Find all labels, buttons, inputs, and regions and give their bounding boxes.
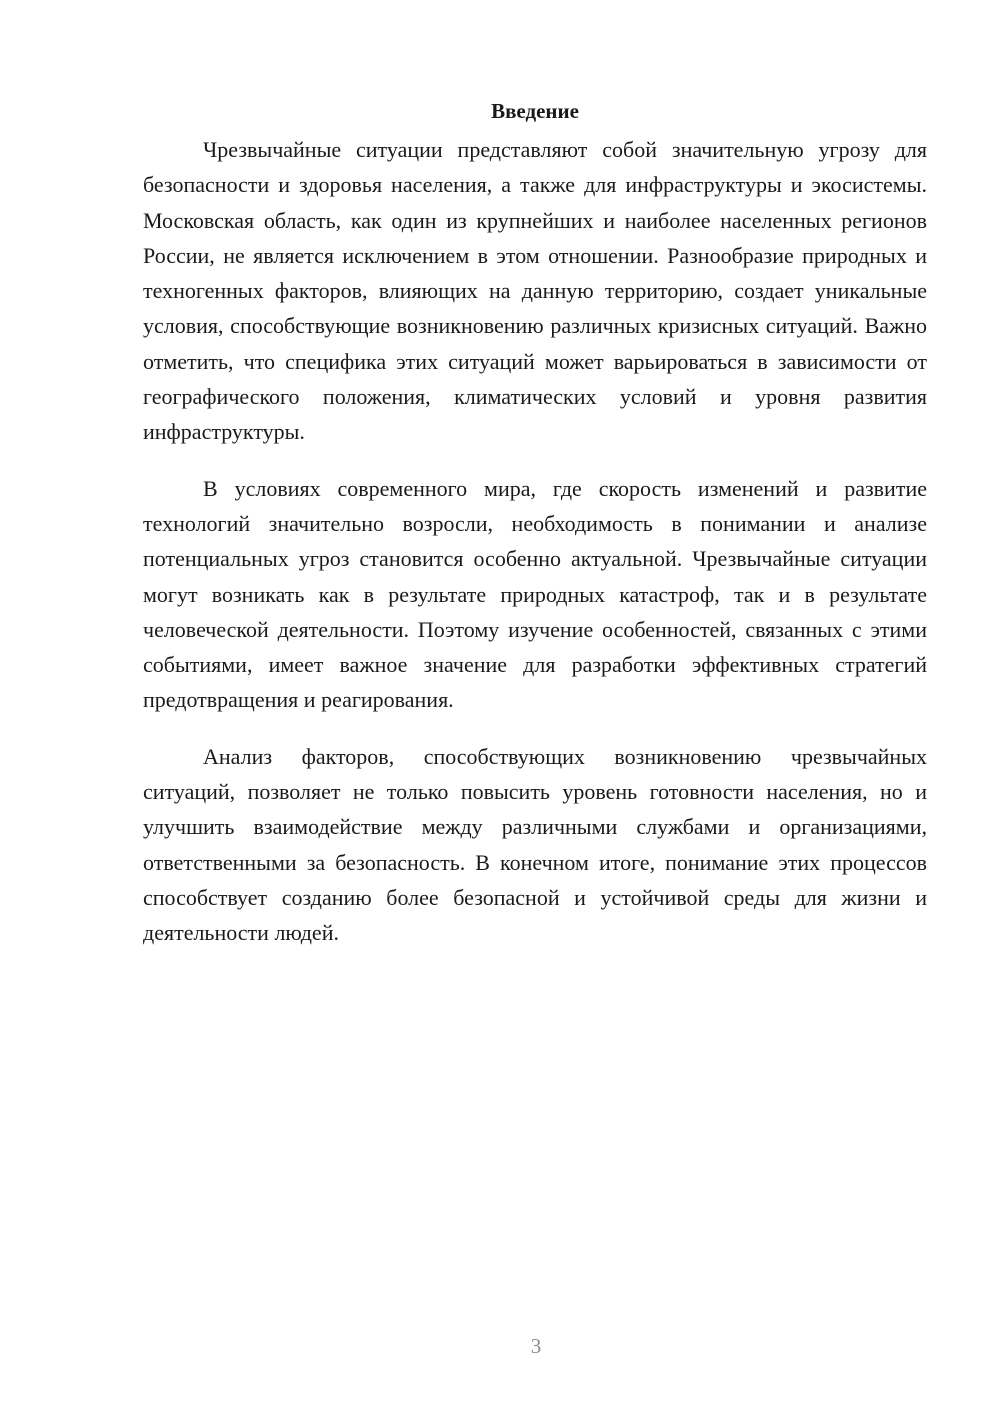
paragraph-1: Чрезвычайные ситуации представляют собой значительную угрозу для безопасности и здоровья населения, а также для инфраструктуры и экосистемы. Московская область, как один из крупнейших и наиболее населенных регионов России, не является исключением в этом отношении. Разнообразие природных и техногенных факторов, влияющих на данную территорию, создает уникальные условия, способствующие возникновению различных кризисных ситуаций. Важно отметить, что специфика этих ситуаций может варьироваться в зависимости от географического положения, климатических условий и уровня развития инфраструктуры. bbox=[143, 137, 927, 445]
paragraph-2: В условиях современного мира, где скорость изменений и развитие технологий значительно возросли, необходимость в понимании и анализе потенциальных угроз становится особенно актуальной. Чрезвычайные ситуации могут возникать как в результате природных катастроф, так и в результате человеческой деятельности. Поэтому изучение особенностей, связанных с этими событиями, имеет важное значение для разработки эффективных стратегий предотвращения и реагирования. bbox=[143, 475, 927, 713]
page-content bbox=[143, 96, 927, 972]
section-title: Введение bbox=[491, 99, 579, 123]
page-number: 3 bbox=[530, 1334, 542, 1358]
paragraph-3: Анализ факторов, способствующих возникновению чрезвычайных ситуаций, позволяет не только повысить уровень готовности населения, но и улучшить взаимодействие между различными службами и организациями, ответственными за безопасность. В конечном итоге, понимание этих процессов способствует созданию более безопасной и устойчивой среды для жизни и деятельности людей. bbox=[143, 743, 927, 946]
